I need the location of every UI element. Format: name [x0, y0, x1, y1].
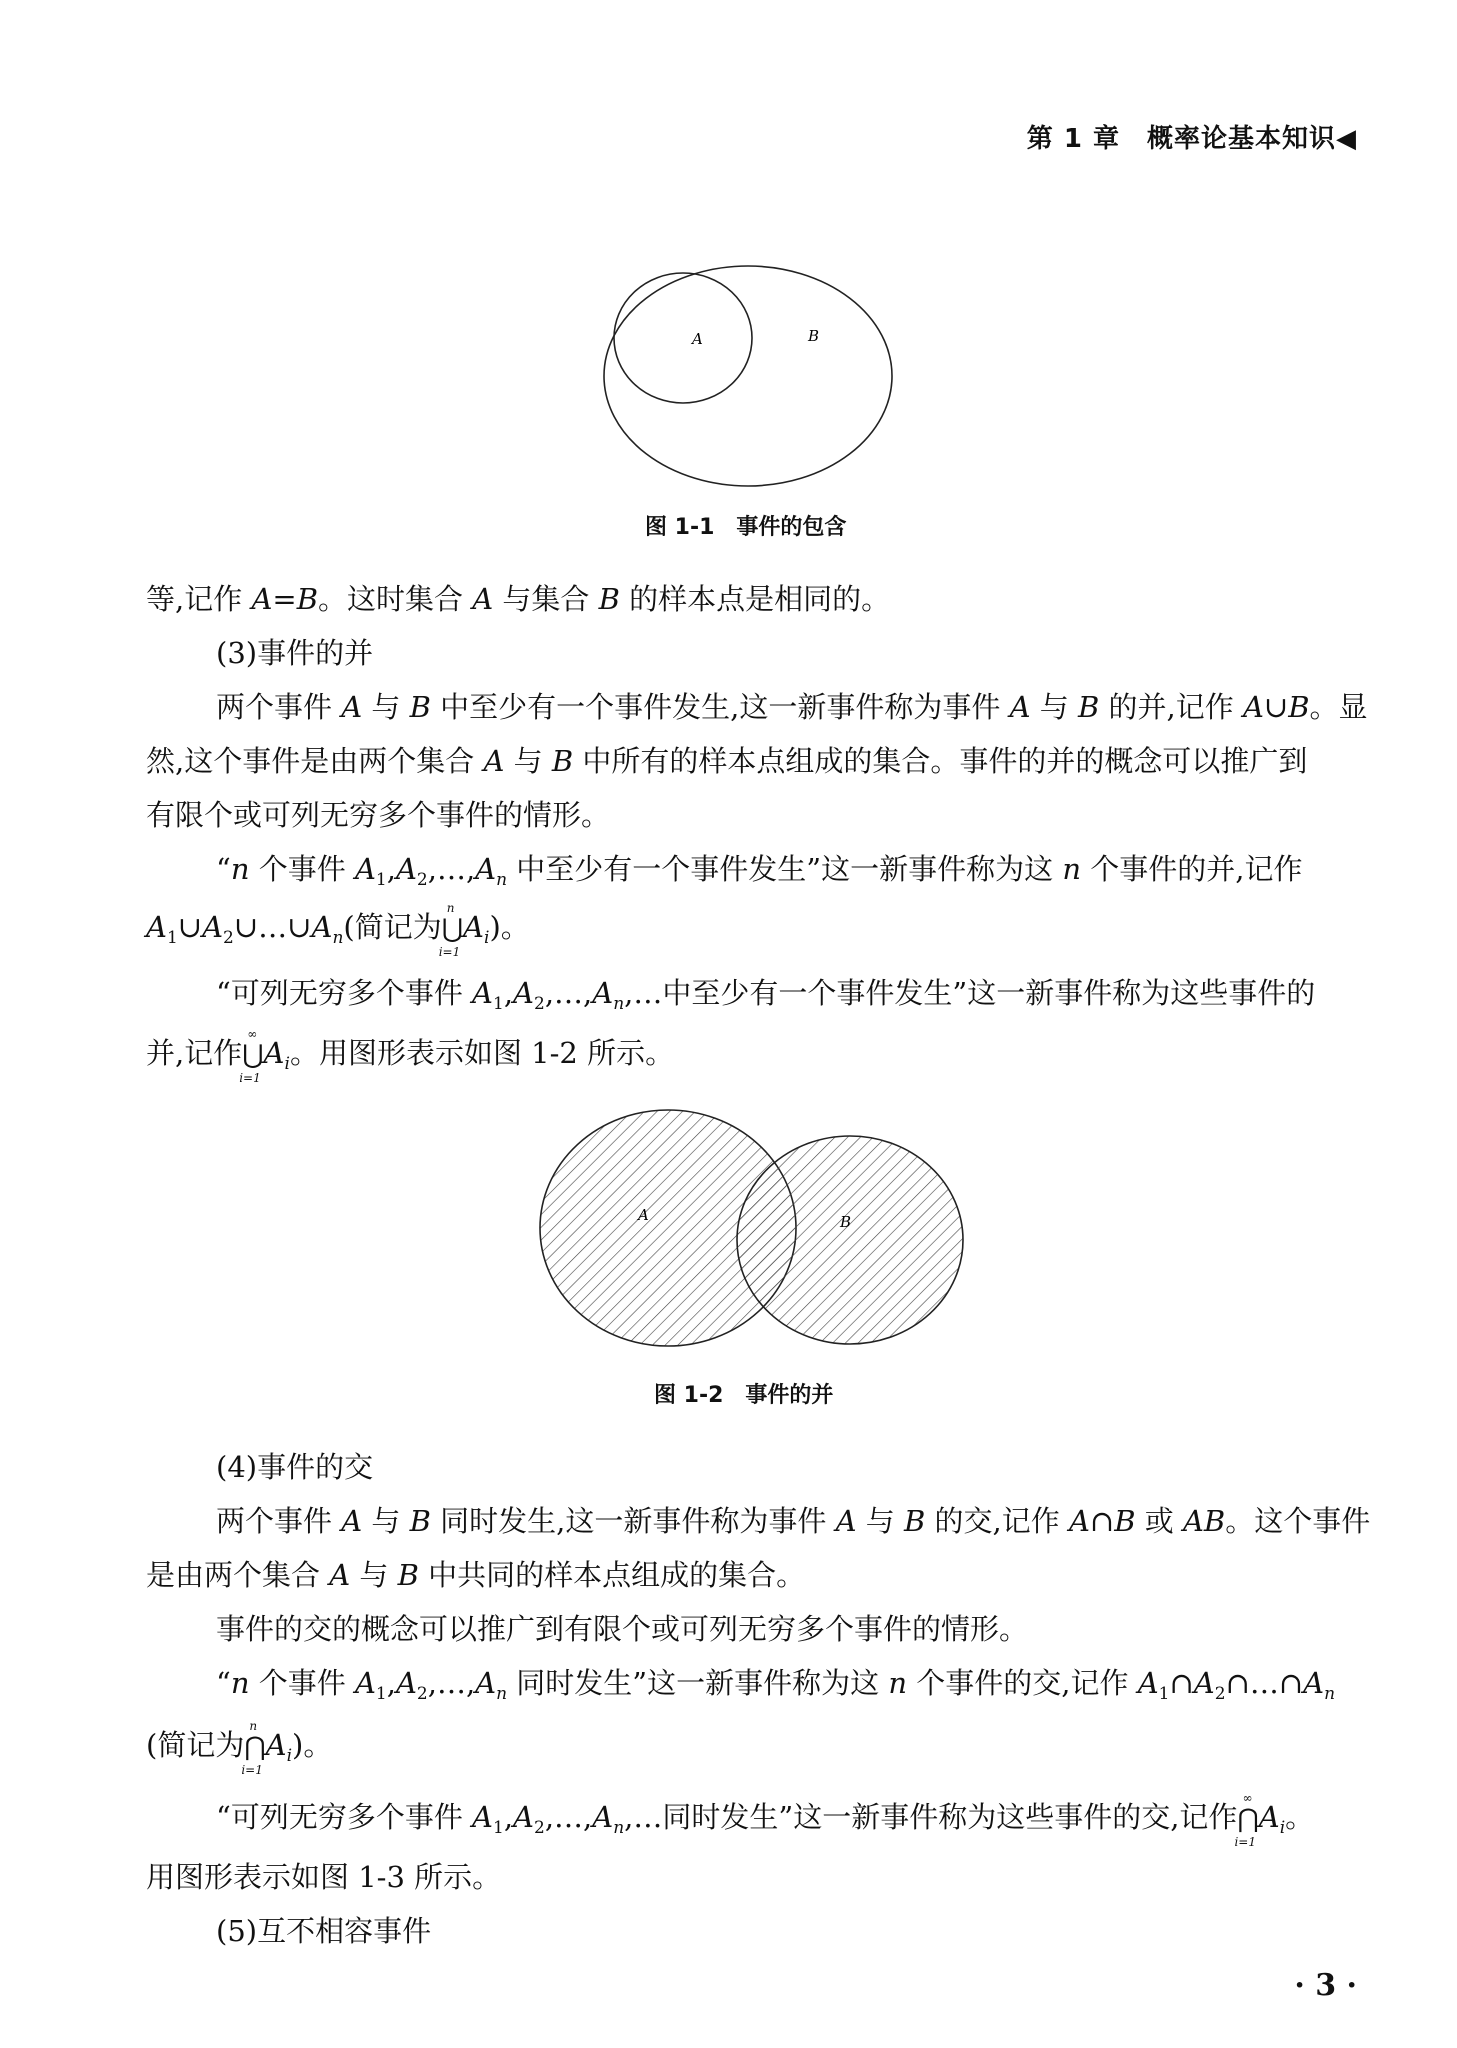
set-a-ellipse: [614, 273, 752, 403]
paragraph-line: (简记为⋂ n i=1 $A_i$)。: [146, 1719, 333, 1777]
page-number: · 3 ·: [1294, 1968, 1357, 2003]
paragraph-line: “n 个事件 $A_1,A_2,\dots,A_n$ 中至少有一个事件发生”这一新事件称为这 n 个事件的并,记作: [216, 852, 1303, 890]
paragraph-line: 然,这个事件是由两个集合 A 与 B 中所有的样本点组成的集合。事件的并的概念可以推广到: [146, 744, 1308, 778]
paragraph-line: “可列无穷多个事件 $A_1,A_2,\dots,A_n,\dots$中至少有一个事件发生”这一新事件称为这些事件的: [216, 976, 1316, 1014]
section-heading: (4)事件的交: [216, 1450, 374, 1484]
figure-1-2-caption: 图 1-2 事件的并: [654, 1383, 834, 1408]
paragraph-line: “可列无穷多个事件 $A_1,A_2,\dots,A_n,\dots$同时发生”这一新事件称为这些事件的交,记作⋂ ∞ i=1 $A_i$。: [216, 1791, 1315, 1849]
paragraph-line: $A_1\cup A_2\cup\dots\cup A_n$(简记为⋃ n i=1 $A_i$)。: [146, 901, 530, 959]
figure-1-1-caption: 图 1-1 事件的包含: [645, 515, 847, 540]
set-a-label: A: [692, 330, 703, 348]
paragraph-line: 并,记作⋃ ∞ i=1 $A_i$。用图形表示如图 1-2 所示。: [146, 1027, 675, 1085]
figure-1-2-venn-union: [528, 1100, 968, 1360]
set-b-label: B: [840, 1213, 852, 1231]
section-heading: (5)互不相容事件: [216, 1914, 432, 1948]
set-b-ellipse: [604, 266, 892, 486]
paragraph-line: 等,记作 A=B。这时集合 A 与集合 B 的样本点是相同的。: [146, 582, 891, 616]
paragraph-line: 两个事件 A 与 B 同时发生,这一新事件称为事件 A 与 B 的交,记作 A∩B 或 AB。这个事件: [216, 1504, 1371, 1538]
set-b-label: B: [808, 327, 820, 345]
set-a-label: A: [638, 1206, 649, 1224]
paragraph-line: “n 个事件 $A_1,A_2,\dots,A_n$ 同时发生”这一新事件称为这 n 个事件的交,记作 $A_1\cap A_2\cap\dots\cap A_n$: [216, 1666, 1336, 1704]
paragraph-line: 两个事件 A 与 B 中至少有一个事件发生,这一新事件称为事件 A 与 B 的并,记作 A∪B。显: [216, 690, 1368, 724]
set-b-ellipse: [737, 1136, 963, 1344]
paragraph-line: 有限个或可列无穷多个事件的情形。: [146, 798, 611, 832]
paragraph-line: 是由两个集合 A 与 B 中共同的样本点组成的集合。: [146, 1558, 806, 1592]
paragraph-line: 事件的交的概念可以推广到有限个或可列无穷多个事件的情形。: [216, 1612, 1029, 1646]
section-heading: (3)事件的并: [216, 636, 374, 670]
figure-1-1-venn-inclusion: [600, 258, 900, 498]
paragraph-line: 用图形表示如图 1-3 所示。: [146, 1860, 502, 1894]
running-header: 第 1 章 概率论基本知识◀: [1026, 124, 1357, 154]
